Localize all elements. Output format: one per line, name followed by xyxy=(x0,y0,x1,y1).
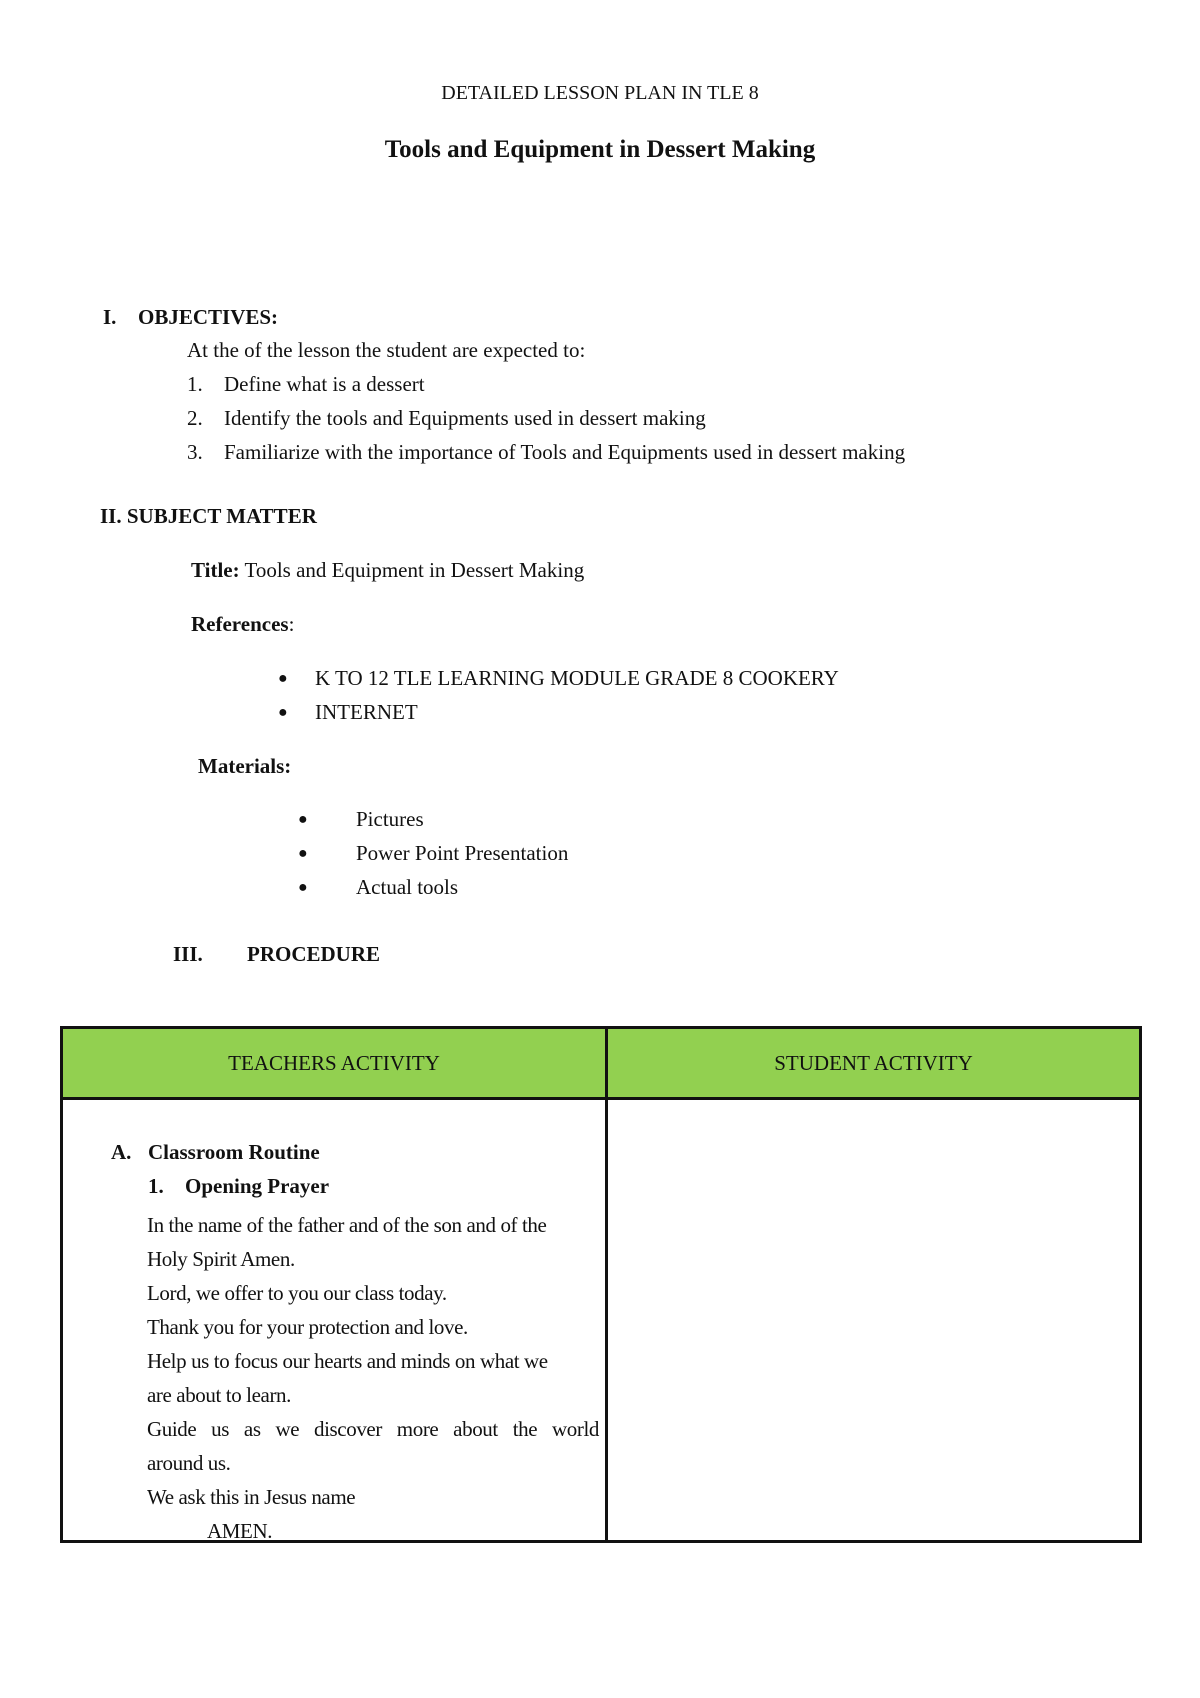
prayer-line: Lord, we offer to you our class today. xyxy=(147,1281,447,1305)
reference-item: INTERNET xyxy=(315,700,418,724)
procedure-heading: PROCEDURE xyxy=(247,942,381,966)
prayer-line: In the name of the father and of the son and of the xyxy=(147,1213,547,1237)
prayer-number: 1. xyxy=(148,1174,164,1198)
prayer-heading: Opening Prayer xyxy=(185,1174,330,1198)
teachers-activity-cell xyxy=(62,1099,607,1542)
objective-number: 1. xyxy=(187,372,203,396)
procedure-table xyxy=(60,1026,1142,1543)
prayer-line: Help us to focus our hearts and minds on what we xyxy=(147,1349,548,1373)
subject-title-value: Tools and Equipment in Dessert Making xyxy=(244,558,585,582)
bullet-icon: ● xyxy=(278,670,288,687)
objectives-numeral: I. xyxy=(103,305,117,329)
reference-item: K TO 12 TLE LEARNING MODULE GRADE 8 COOKERY xyxy=(315,666,839,690)
references-label: References xyxy=(191,612,289,636)
prayer-line: We ask this in Jesus name xyxy=(147,1485,356,1509)
bullet-icon: ● xyxy=(298,845,308,862)
subject-title-label: Title: xyxy=(191,558,240,582)
references-line xyxy=(191,612,294,637)
bullet-icon: ● xyxy=(298,879,308,896)
bullet-icon: ● xyxy=(278,704,288,721)
table-row xyxy=(62,1099,1141,1542)
routine-heading: Classroom Routine xyxy=(148,1140,320,1164)
objective-item: Define what is a dessert xyxy=(224,372,425,396)
document-header: DETAILED LESSON PLAN IN TLE 8 xyxy=(441,82,759,104)
objectives-intro: At the of the lesson the student are expected to: xyxy=(187,338,586,362)
objective-item: Identify the tools and Equipments used in dessert making xyxy=(224,406,706,430)
subject-title-line xyxy=(191,558,584,583)
student-activity-header: STUDENT ACTIVITY xyxy=(607,1028,1141,1099)
teachers-activity-header: TEACHERS ACTIVITY xyxy=(62,1028,607,1099)
prayer-amen: AMEN. xyxy=(207,1519,273,1543)
teachers-activity-content xyxy=(63,1100,605,1543)
routine-letter: A. xyxy=(111,1140,132,1164)
prayer-line: Holy Spirit Amen. xyxy=(147,1247,295,1271)
document-title: Tools and Equipment in Dessert Making xyxy=(384,136,816,163)
prayer-line: Guide us as we discover more about the world xyxy=(147,1417,599,1441)
material-item: Power Point Presentation xyxy=(356,841,569,865)
material-item: Actual tools xyxy=(356,875,459,899)
prayer-line: Thank you for your protection and love. xyxy=(147,1315,468,1339)
prayer-line: are about to learn. xyxy=(147,1383,291,1407)
procedure-numeral: III. xyxy=(173,942,203,966)
objective-number: 3. xyxy=(187,440,203,464)
objectives-heading: OBJECTIVES: xyxy=(138,305,279,329)
objective-number: 2. xyxy=(187,406,203,430)
prayer-line: around us. xyxy=(147,1451,231,1475)
bullet-icon: ● xyxy=(298,811,308,828)
table-header-row xyxy=(62,1028,1141,1099)
objective-item: Familiarize with the importance of Tools and Equipments used in dessert making xyxy=(224,440,906,464)
materials-label: Materials: xyxy=(198,754,292,778)
opening-prayer-text xyxy=(147,1208,599,1548)
subject-matter-heading: II. SUBJECT MATTER xyxy=(100,504,317,528)
student-activity-cell xyxy=(607,1099,1141,1542)
references-colon: : xyxy=(288,612,295,636)
material-item: Pictures xyxy=(356,807,424,831)
